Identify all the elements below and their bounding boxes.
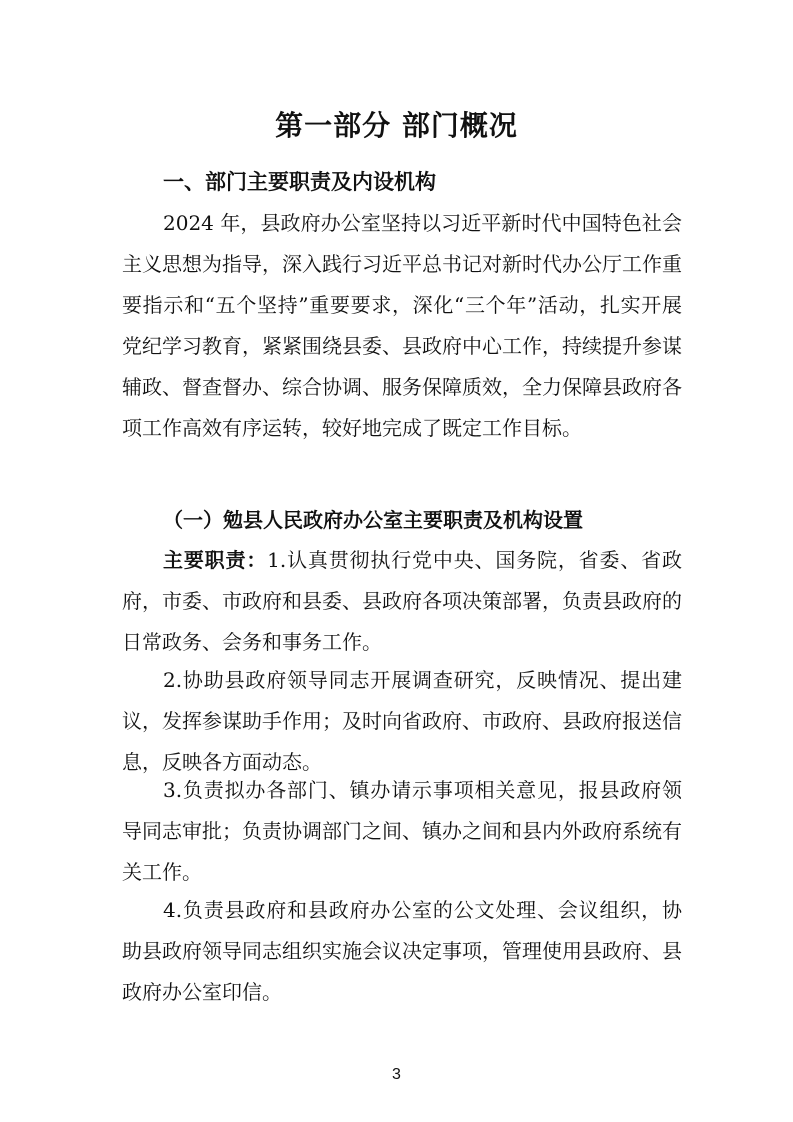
duty-paragraph-4: 4.负责县政府和县政府办公室的公文处理、会议组织，协助县政府领导同志组织实施会议决定事项，管理使用县政府、县政府办公室印信。 [122, 898, 682, 1004]
page-number: 3 [392, 1066, 401, 1083]
intro-paragraph: 2024 年，县政府办公室坚持以习近平新时代中国特色社会主义思想为指导，深入践行习近平总书记对新时代办公厅工作重要指示和“五个坚持”重要要求，深化“三个年”活动，扎实开展党纪学习教育，紧紧围绕县委、县政府中心工作，持续提升参谋辅政、督查督办、综合协调、服务保障质效，全力保障县政府各项工作高效有序运转，较好地完成了既定工作目标。 [122, 211, 682, 440]
duty-text-1: 1.认真贯彻执行党中央、国务院，省委、省政府，市委、市政府和县委、县政府各项决策部署，负责县政府的日常政务、会务和事务工作。 [122, 548, 682, 654]
subsection-heading: （一）勉县人民政府办公室主要职责及机构设置 [163, 508, 583, 532]
page-title: 第一部分 部门概况 [275, 109, 518, 142]
duty-paragraph-1 [122, 540, 682, 663]
section-heading: 一、部门主要职责及内设机构 [163, 170, 436, 194]
duties-lead-label: 主要职责： [163, 548, 268, 572]
duty-paragraph-2: 2.协助县政府领导同志开展调查研究，反映情况、提出建议，发挥参谋助手作用；及时向省政府、市政府、县政府报送信息，反映各方面动态。 [122, 668, 682, 774]
duty-paragraph-3: 3.负责拟办各部门、镇办请示事项相关意见，报县政府领导同志审批；负责协调部门之间、镇办之间和县内外政府系统有关工作。 [122, 778, 682, 884]
